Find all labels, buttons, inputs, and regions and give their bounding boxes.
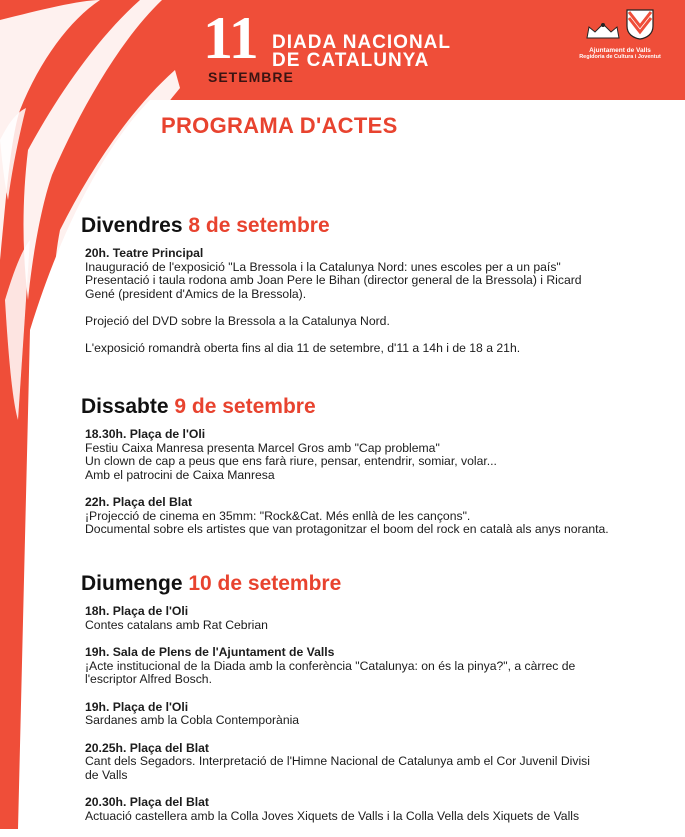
event-item xyxy=(85,742,671,783)
day-name: Dissabte xyxy=(81,395,169,418)
event-description-line: ¡Projecció de cinema en 35mm: "Rock&Cat. Més enllà de les cançons". xyxy=(85,508,471,523)
event-item xyxy=(85,796,671,823)
day-name: Divendres xyxy=(81,214,183,237)
event-item xyxy=(85,646,671,687)
logo-subtitle: Regidoria de Cultura i Joventut xyxy=(579,54,661,60)
event-description-line: Gené (president d'Amics de la Bressola). xyxy=(85,286,307,301)
title-line-2: DE CATALUNYA xyxy=(272,50,430,71)
event-description-line: l'escriptor Alfred Bosch. xyxy=(85,672,212,686)
event-time-place: 20.25h. Plaça del Blat xyxy=(85,740,209,755)
event-description-line: Projeció del DVD sobre la Bressola a la Catalunya Nord. xyxy=(85,313,390,328)
event-time-place: 20.30h. Plaça del Blat xyxy=(85,795,209,809)
event-description-line: Festiu Caixa Manresa presenta Marcel Gros amb "Cap problema" xyxy=(85,440,440,455)
event-list xyxy=(81,428,671,537)
event-time-place: 20h. Teatre Principal xyxy=(85,246,204,260)
day-date: 10 de setembre xyxy=(188,572,342,595)
event-description-line: Amb el patrocini de Caixa Manresa xyxy=(85,467,275,482)
event-description-line: Documental sobre els artistes que van protagonitzar el boom del rock en català als anys noranta. xyxy=(85,522,609,536)
event-description-line: Contes catalans amb Rat Cebrian xyxy=(85,617,268,632)
event-time-place: 19h. Plaça de l'Oli xyxy=(85,699,189,714)
event-description-line: Un clown de cap a peus que ens farà riure, pensar, entendrir, somiar, volar... xyxy=(85,454,497,468)
day-heading xyxy=(81,572,671,596)
event-description-line: Inauguració de l'exposició "La Bressola i la Catalunya Nord: unes escoles per a un país" xyxy=(85,259,561,274)
event-spacer xyxy=(85,301,671,315)
event-time-place: 19h. Sala de Plens de l'Ajuntament de Valls xyxy=(85,645,335,659)
event-description-line: Presentació i taula rodona amb Joan Pere le Bihan (director general de la Bressola) i Ricard xyxy=(85,273,582,287)
day-heading xyxy=(81,214,671,238)
day-section-sunday xyxy=(81,572,671,837)
crown-icon xyxy=(585,22,621,40)
day-name: Diumenge xyxy=(81,572,183,595)
title-line-1: DIADA NACIONAL xyxy=(272,32,452,53)
day-section-friday xyxy=(81,214,671,369)
day-date: 9 de setembre xyxy=(174,395,316,418)
title-month: SETEMBRE xyxy=(208,69,294,85)
event-item xyxy=(85,428,671,482)
shield-icon xyxy=(625,8,655,40)
event-description-line: L'exposició romandrà oberta fins al dia 11 de setembre, d'11 a 14h i de 18 a 21h. xyxy=(85,340,521,355)
day-heading xyxy=(81,395,671,419)
event-list xyxy=(81,247,671,355)
event-description-line: ¡Acte institucional de la Diada amb la conferència "Catalunya: on és la pinya?", a càrrec de xyxy=(85,658,576,673)
event-item xyxy=(85,605,671,632)
event-time-place: 18h. Plaça de l'Oli xyxy=(85,604,189,618)
event-description-line: de Valls xyxy=(85,767,128,782)
day-date: 8 de setembre xyxy=(188,214,330,237)
event-spacer xyxy=(85,328,671,342)
title-day-number: 11 xyxy=(203,5,258,71)
municipal-logo xyxy=(560,6,680,61)
event-list xyxy=(81,605,671,823)
event-item xyxy=(85,496,671,537)
event-item xyxy=(85,247,671,355)
event-time-place: 22h. Plaça del Blat xyxy=(85,495,193,509)
day-section-saturday xyxy=(81,395,671,551)
event-item xyxy=(85,701,671,728)
event-time-place: 18.30h. Plaça de l'Oli xyxy=(85,427,206,441)
event-description-line: Actuació castellera amb la Colla Joves Xiquets de Valls i la Colla Vella dels Xiquets de Valls xyxy=(85,808,580,823)
logo-name: Ajuntament de Valls xyxy=(589,47,651,54)
event-description-line: Sardanes amb la Cobla Contemporània xyxy=(85,713,300,727)
programa-title: PROGRAMA D'ACTES xyxy=(161,113,398,138)
event-description-line: Cant dels Segadors. Interpretació de l'Himne Nacional de Catalunya amb el Cor Juvenil Divisi xyxy=(85,754,590,768)
